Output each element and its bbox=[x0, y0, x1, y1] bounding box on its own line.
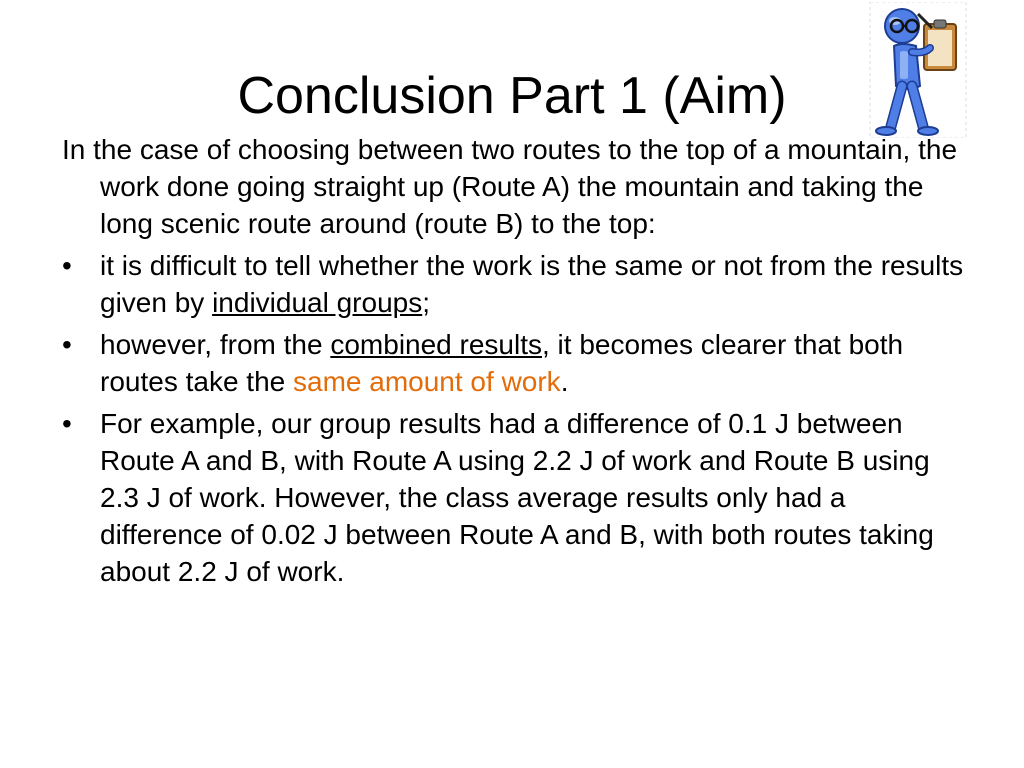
bullet-text: ; bbox=[422, 287, 430, 318]
bullet-text: . bbox=[560, 366, 569, 397]
bullet-marker: • bbox=[62, 329, 72, 360]
bullet-marker: • bbox=[62, 250, 72, 281]
bullet-item bbox=[62, 405, 972, 590]
bullet-list bbox=[62, 247, 972, 590]
bullet-item bbox=[62, 247, 972, 321]
underlined-text: combined results bbox=[330, 329, 542, 360]
bullet-item bbox=[62, 326, 972, 400]
slide-title: Conclusion Part 1 (Aim) bbox=[237, 67, 787, 125]
underlined-text: individual groups bbox=[212, 287, 423, 318]
bullet-text: For example, our group results had a difference of 0.1 J between Route A and B, with Route A using 2.2 J of work and Route B using 2.3 J of work. However, the class average results only had a difference of 0.02 J between Route A and B, with both routes taking about 2.2 J of work. bbox=[100, 408, 934, 587]
bullet-text: , it becomes clearer that both routes take the bbox=[100, 329, 904, 397]
highlighted-text: same amount of work bbox=[293, 366, 561, 397]
person-with-clipboard-icon bbox=[868, 2, 968, 138]
bullet-text: it is difficult to tell whether the work is the same or not from the results given by bbox=[100, 250, 964, 318]
bullet-text: however, from the bbox=[100, 329, 331, 360]
intro-paragraph: In the case of choosing between two routes to the top of a mountain, the work done going straight up (Route A) the mountain and taking the long scenic route around (route B) to the top: bbox=[62, 134, 958, 239]
bullet-marker: • bbox=[62, 408, 72, 439]
slide-body bbox=[62, 131, 972, 595]
